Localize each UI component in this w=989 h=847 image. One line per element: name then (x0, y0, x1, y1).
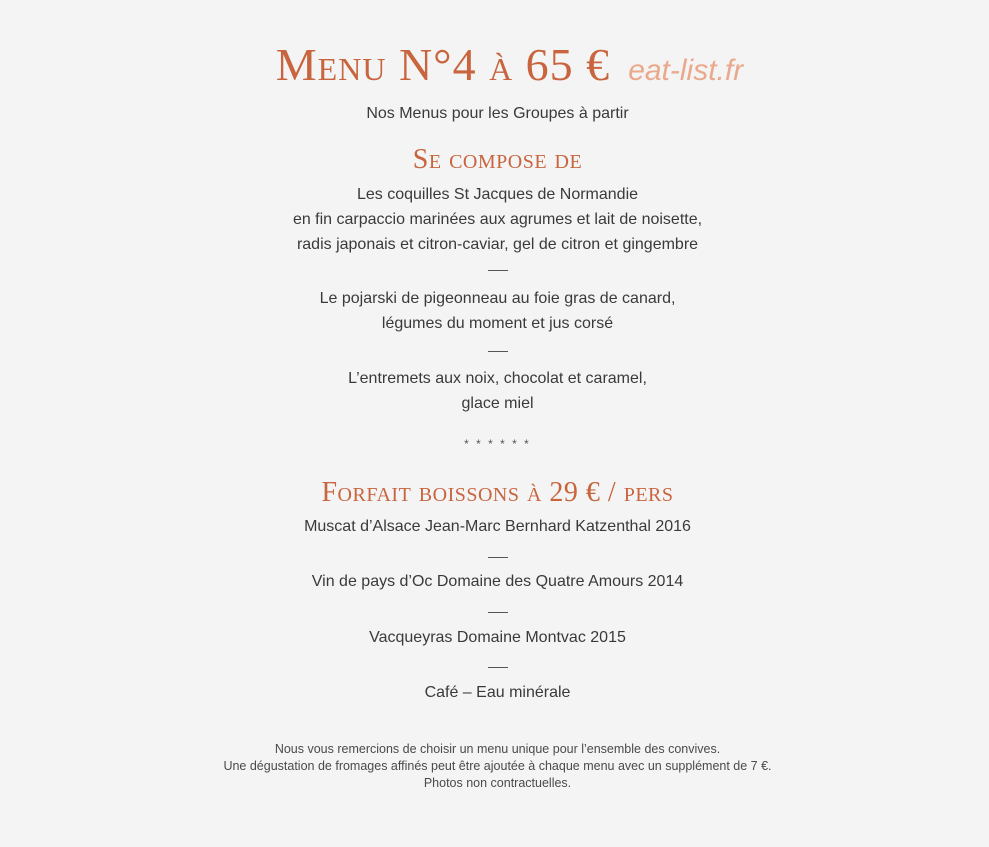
drink-divider (488, 667, 508, 668)
dish-starter (0, 182, 989, 257)
footer-line: Une dégustation de fromages affinés peut être ajoutée à chaque menu avec un supplément de 7 €. (223, 759, 772, 773)
footer-line: Nous vous remercions de choisir un menu unique pour l’ensemble des convives. (274, 742, 721, 756)
dish-line: légumes du moment et jus corsé (381, 315, 614, 332)
footer-note (0, 741, 989, 792)
title-row (0, 38, 989, 92)
stars-divider: * * * * * * (464, 437, 531, 451)
drink-item: Café – Eau minérale (424, 684, 571, 701)
menu-title: Menu N°4 à 65 € (275, 39, 611, 90)
dish-line: L’entremets aux noix, chocolat et caramel, (348, 370, 647, 387)
dish-line: radis japonais et citron-caviar, gel de citron et gingembre (296, 236, 699, 253)
drink-item: Vin de pays d’Oc Domaine des Quatre Amours 2014 (311, 573, 684, 590)
dish-line: glace miel (461, 395, 534, 412)
dish-line: Les coquilles St Jacques de Normandie (356, 186, 639, 203)
dish-divider (488, 270, 508, 271)
dish-divider (488, 351, 508, 352)
drink-item: Muscat d’Alsace Jean-Marc Bernhard Katzenthal 2016 (304, 518, 691, 535)
menu-subtitle: Nos Menus pour les Groupes à partir (366, 105, 629, 122)
drink-divider (488, 557, 508, 558)
section-heading-compose: Se compose de (412, 144, 583, 175)
dish-dessert (0, 366, 989, 416)
dish-line: en fin carpaccio marinées aux agrumes et lait de noisette, (292, 211, 703, 228)
drink-item: Vacqueyras Domaine Montvac 2015 (369, 629, 626, 646)
watermark-text: eat-list.fr (628, 54, 744, 87)
footer-line: Photos non contractuelles. (423, 776, 572, 790)
section-heading-drinks: Forfait boissons à 29 € / pers (321, 477, 674, 508)
dish-line: Le pojarski de pigeonneau au foie gras de canard, (319, 290, 676, 307)
dish-main (0, 286, 989, 336)
drink-divider (488, 612, 508, 613)
